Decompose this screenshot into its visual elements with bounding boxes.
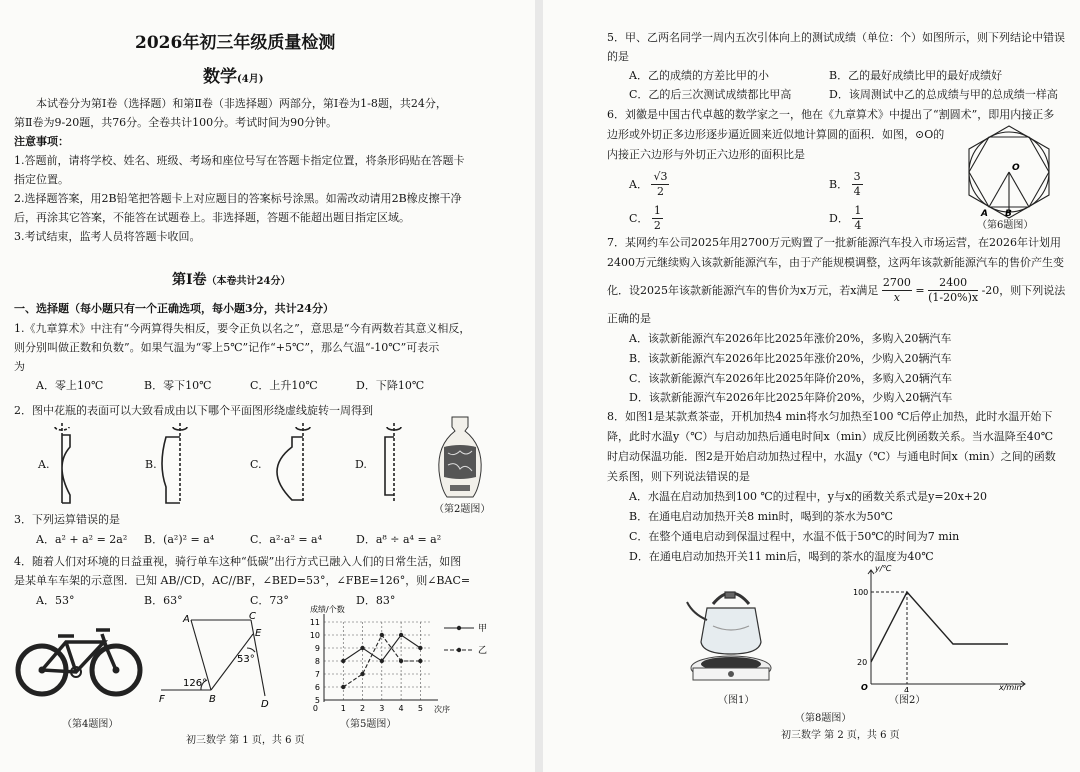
subject-name: 数学 bbox=[203, 67, 237, 87]
q6-option-a-letter: A． bbox=[629, 177, 648, 191]
q4-option-c: C．73° bbox=[250, 594, 289, 607]
x-axis-label: 次序 bbox=[434, 705, 450, 714]
q6-line: 6．刘徽是中国古代卓越的数学家之一，他在《九章算术》中提出了“割圆术”，即用内接正多 bbox=[607, 108, 1055, 121]
q7-minus-text: -20，则下列说法 bbox=[981, 283, 1066, 297]
q7-line: 正确的是 bbox=[607, 312, 651, 325]
q5-chart-caption: （第5题图） bbox=[340, 719, 397, 730]
x-tick-label: 1 bbox=[340, 704, 346, 713]
q7-frac2-den: (1-20%)x bbox=[928, 291, 979, 304]
q2-label-a: A. bbox=[38, 458, 50, 471]
q7-frac1-num: 2700 bbox=[882, 276, 911, 289]
point-e-label: E bbox=[255, 628, 262, 639]
x-tick-label: 4 bbox=[398, 704, 404, 713]
intro-line: 本试卷分为第Ⅰ卷（选择题）和第Ⅱ卷（非选择题）两部分，第Ⅰ卷为1-8题，共24分， bbox=[36, 97, 447, 110]
y-tick-label: 10 bbox=[309, 631, 320, 640]
q5-option-d: D．该周测试中乙的总成绩与甲的总成绩一样高 bbox=[829, 88, 1058, 101]
graph-y-label: y/℃ bbox=[875, 564, 892, 573]
q4-caption: （第4题图） bbox=[62, 719, 119, 730]
point-o-label: O bbox=[1012, 163, 1020, 173]
data-point bbox=[399, 633, 403, 637]
notice-line: 2.选择题答案，用2B铅笔把答题卡上对应题目的答案标号涂黑。如需改动请用2B橡皮擦干净 bbox=[14, 192, 462, 205]
q3-option-c: C．a²·a² = a⁴ bbox=[250, 533, 323, 546]
data-point bbox=[360, 672, 364, 676]
point-b-label: B bbox=[209, 694, 216, 705]
q4-option-d: D．83° bbox=[356, 594, 396, 607]
exam-page-2 bbox=[543, 0, 1080, 772]
page-footer: 初三数学 第 1 页，共 6 页 bbox=[186, 735, 305, 746]
notice-line: 3.考试结束，监考人员将答题卡收回。 bbox=[14, 230, 201, 243]
page-footer: 初三数学 第 2 页，共 6 页 bbox=[781, 730, 900, 741]
q7-line: 2400万元继续购入该款新能源汽车，由于产能规模调整，这两年该款新能源汽车的售价产生变 bbox=[607, 256, 1064, 269]
y-tick-label: 9 bbox=[314, 644, 320, 653]
q8-line: 时启动保温功能．图2是开始启动加热过程中，水温y（℃）与通电时间x（min）之间的函数 bbox=[607, 450, 1056, 463]
q1-line: 则分别叫做正数和负数”。如果气温为“零上5℃”记作“+5℃”，那么气温“-10℃”可表示 bbox=[14, 341, 440, 354]
q1-option-d: D．下降10℃ bbox=[356, 379, 425, 392]
q7-line3-text: 化．设2025年该款新能源汽车的售价为x万元，若x满足 bbox=[607, 283, 879, 297]
q3-option-b: B．(a²)² = a⁴ bbox=[144, 533, 215, 546]
q7-option-b: B．该款新能源汽车2026年比2025年涨价20%，少购入20辆汽车 bbox=[629, 352, 952, 365]
subject-title bbox=[203, 66, 263, 91]
q6-option-b-num: 3 bbox=[853, 170, 861, 183]
q8-fig1-caption: （图1） bbox=[718, 695, 755, 706]
q6-caption: （第6题图） bbox=[977, 220, 1034, 231]
q6-option-a bbox=[629, 170, 669, 199]
data-point bbox=[418, 659, 422, 663]
y-tick-label: 7 bbox=[314, 670, 320, 679]
section-note: （本卷共计24分） bbox=[206, 276, 291, 287]
part-title: 一、选择题（每小题只有一个正确选项，每小题3分，共计24分） bbox=[14, 302, 334, 315]
intro-line: 第Ⅱ卷为9-20题，共76分。全卷共计100分。考试时间为90分钟。 bbox=[14, 116, 338, 129]
q5-line: 的是 bbox=[607, 50, 629, 63]
q2-label-d: D. bbox=[355, 458, 367, 471]
q6-option-d-num: 1 bbox=[854, 204, 862, 217]
angle-53-label: 53° bbox=[237, 654, 255, 665]
data-point bbox=[399, 659, 403, 663]
q7-frac2-num: 2400 bbox=[928, 276, 978, 291]
kettle-image bbox=[683, 580, 778, 688]
point-f-label: F bbox=[159, 694, 165, 705]
q8-line: 降，此时水温y（℃）与启动加热后通电时间x（min）成反比例函数关系。当水温降至40℃ bbox=[607, 430, 1054, 443]
q1-line: 为 bbox=[14, 360, 25, 373]
q7-line: 7．某网约车公司2025年用2700万元购置了一批新能源汽车投入市场运营，在2026年计划用 bbox=[607, 236, 1061, 249]
notice-line: 后，再涂其它答案，不能答在试题卷上。非选择题，答题不能超出题目指定区域。 bbox=[14, 211, 410, 224]
q8-caption: （第8题图） bbox=[795, 713, 852, 724]
q6-option-b-letter: B． bbox=[829, 177, 849, 191]
hexagon-figure bbox=[961, 124, 1061, 220]
q6-option-a-num: √3 bbox=[653, 170, 668, 183]
q1-option-c: C．上升10℃ bbox=[250, 379, 318, 392]
legend-marker bbox=[457, 648, 461, 652]
origin-label: 0 bbox=[312, 704, 318, 713]
q6-option-d-letter: D． bbox=[829, 211, 849, 225]
point-a-label: A bbox=[183, 614, 190, 625]
q7-option-c: C．该款新能源汽车2026年比2025年降价20%，多购入20辆汽车 bbox=[629, 372, 952, 385]
y-tick-label: 11 bbox=[309, 618, 320, 627]
q5-option-c: C．乙的后三次测试成绩都比甲高 bbox=[629, 88, 792, 101]
data-point bbox=[380, 659, 384, 663]
x-tick-label: 2 bbox=[359, 704, 366, 713]
section-title bbox=[172, 271, 290, 291]
point-b-label: B bbox=[1005, 209, 1012, 219]
q4-option-b: B．63° bbox=[144, 594, 183, 607]
legend-label: 甲 bbox=[478, 624, 488, 634]
q6-line: 内接正六边形与外切正六边形的面积比是 bbox=[607, 148, 805, 161]
bicycle-image bbox=[14, 612, 144, 702]
q8-fig2-caption: （图2） bbox=[889, 695, 926, 706]
point-a-label: A bbox=[981, 209, 988, 219]
q3-option-a: A．a² + a² = 2a² bbox=[36, 533, 128, 546]
q1-option-b: B．零下10℃ bbox=[144, 379, 212, 392]
angle-126-label: 126° bbox=[183, 678, 208, 689]
subject-month: (4月) bbox=[237, 74, 264, 85]
q7-option-d: D．该款新能源汽车2026年比2025年降价20%，少购入20辆汽车 bbox=[629, 391, 953, 404]
q6-option-c-letter: C． bbox=[629, 211, 649, 225]
q7-frac1-den: x bbox=[893, 291, 901, 304]
q5-line: 5．甲、乙两名同学一周内五次引体向上的测试成绩（单位：个）如图所示，则下列结论中错误 bbox=[607, 31, 1065, 44]
data-point bbox=[380, 633, 384, 637]
q6-option-c-num: 1 bbox=[653, 204, 661, 217]
q4-line: 是某单车车架的示意图．已知 AB//CD，AC//BF，∠BED=53°，∠FBE=126°，则∠BAC= bbox=[14, 574, 471, 587]
q6-option-b bbox=[829, 170, 863, 199]
graph-x-label: x/min bbox=[999, 683, 1022, 692]
exam-title: 2026年初三年级质量检测 bbox=[135, 33, 336, 53]
q8-option-c: C．在整个通电启动到保温过程中，水温不低于50℃的时间为7 min bbox=[629, 530, 960, 543]
y-axis-label: 成绩/个数 bbox=[310, 605, 345, 614]
point-c-label: C bbox=[249, 611, 256, 622]
legend-label: 乙 bbox=[478, 646, 488, 656]
q2-label-c: C. bbox=[250, 458, 262, 471]
data-point bbox=[360, 646, 364, 650]
frame-diagram bbox=[155, 610, 275, 710]
q6-option-c bbox=[629, 204, 663, 233]
graph-origin: O bbox=[861, 683, 868, 692]
q3-stem: 3．下列运算错误的是 bbox=[14, 513, 120, 526]
q6-line: 边形或外切正多边形逐步逼近圆来近似地计算圆的面积．如图，⊙O的 bbox=[607, 128, 945, 141]
q6-option-d bbox=[829, 204, 863, 233]
x-tick-label: 5 bbox=[417, 704, 423, 713]
q8-option-b: B．在通电启动加热开关8 min时，喝到的茶水为50℃ bbox=[629, 510, 893, 523]
notice-line: 1.答题前，请将学校、姓名、班级、考场和座位号写在答题卡指定位置，将条形码贴在答题卡 bbox=[14, 154, 465, 167]
legend-marker bbox=[457, 626, 461, 630]
data-point bbox=[418, 646, 422, 650]
point-d-label: D bbox=[261, 699, 269, 710]
notice-title: 注意事项： bbox=[14, 135, 69, 148]
q6-option-b-den: 4 bbox=[853, 185, 861, 198]
q4-option-a: A．53° bbox=[36, 594, 75, 607]
data-point bbox=[341, 685, 345, 689]
notice-line: 指定位置。 bbox=[14, 173, 69, 186]
vase-image bbox=[430, 415, 490, 500]
q7-option-a: A．该款新能源汽车2026年比2025年涨价20%，多购入20辆汽车 bbox=[629, 332, 952, 345]
q8-option-a: A．水温在启动加热到100 ℃的过程中，y与x的函数关系式是y=20x+20 bbox=[629, 490, 988, 503]
graph-x4: 4 bbox=[904, 686, 910, 692]
q4-line: 4．随着人们对环境的日益重视，骑行单车这种“低碳”出行方式已融入人们的日常生活，如图 bbox=[14, 555, 462, 568]
q1-option-a: A．零上10℃ bbox=[36, 379, 104, 392]
q2-label-b: B. bbox=[145, 458, 157, 471]
q7-equals: = bbox=[915, 283, 925, 297]
q2-stem: 2．图中花瓶的表面可以大致看成由以下哪个平面图形绕虚线旋转一周得到 bbox=[14, 404, 373, 417]
q6-option-d-den: 4 bbox=[854, 219, 862, 232]
q2-caption: （第2题图） bbox=[434, 504, 491, 515]
y-tick-label: 8 bbox=[314, 657, 320, 666]
graph-y20: 20 bbox=[857, 658, 868, 667]
temperature-graph bbox=[853, 562, 1033, 692]
q5-line-chart bbox=[290, 602, 510, 720]
exam-page-1 bbox=[0, 0, 535, 772]
q8-line: 关系图，则下列说法错误的是 bbox=[607, 470, 750, 483]
q7-line bbox=[607, 276, 1065, 305]
q5-option-b: B．乙的最好成绩比甲的最好成绩好 bbox=[829, 69, 1003, 82]
q8-line: 8．如图1是某款煮茶壶，开机加热4 min将水匀加热至100 ℃后停止加热，此时水温开始下 bbox=[607, 410, 1053, 423]
x-tick-label: 3 bbox=[379, 704, 385, 713]
graph-y100: 100 bbox=[853, 588, 869, 597]
q8-option-d: D．在通电启动加热开关11 min后，喝到的茶水的温度为40℃ bbox=[629, 550, 934, 563]
y-tick-label: 5 bbox=[314, 696, 320, 705]
data-point bbox=[341, 659, 345, 663]
section-name: 第Ⅰ卷 bbox=[172, 272, 207, 288]
q5-option-a: A．乙的成绩的方差比甲的小 bbox=[629, 69, 769, 82]
q1-line: 1.《九章算术》中注有“今两算得失相反，要令正负以名之”，意思是“今有两数若其意义相反， bbox=[14, 322, 471, 335]
y-tick-label: 6 bbox=[314, 683, 320, 692]
q3-option-d: D．a⁸ ÷ a⁴ = a² bbox=[356, 533, 442, 546]
q6-option-a-den: 2 bbox=[656, 185, 664, 198]
q6-option-c-den: 2 bbox=[653, 219, 661, 232]
